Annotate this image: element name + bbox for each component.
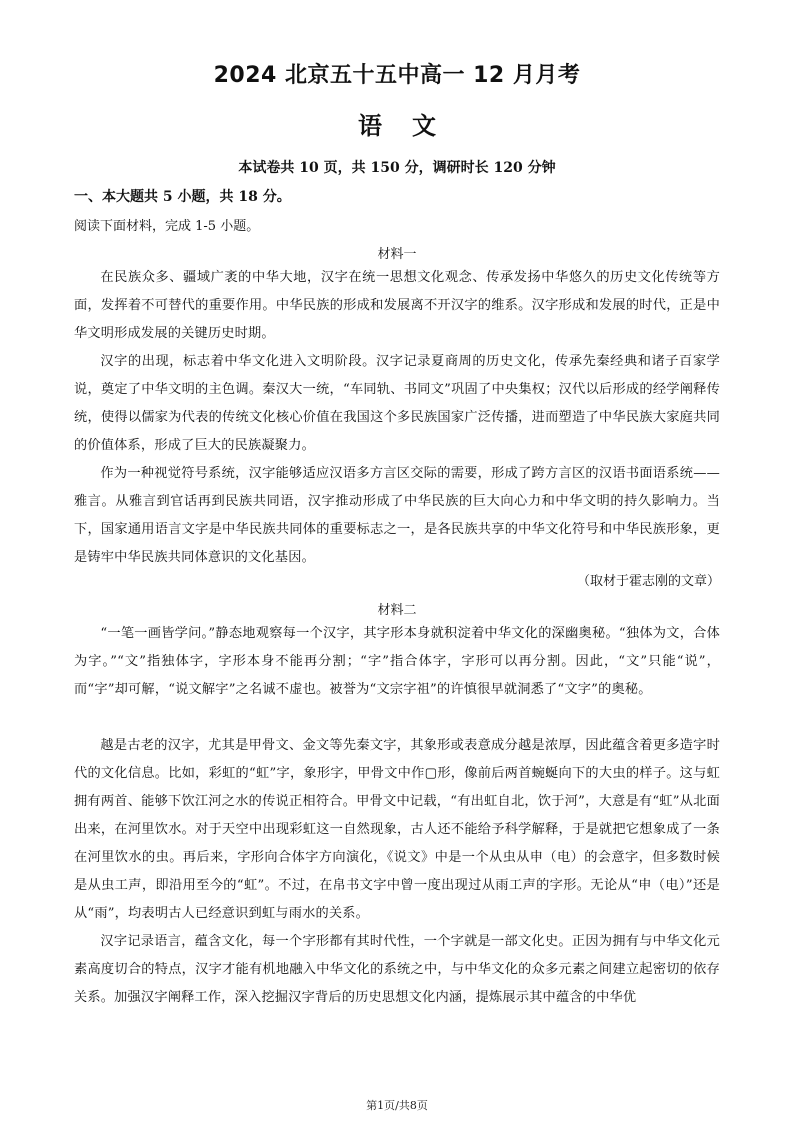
material-2-paragraph: 汉字记录语言，蕴含文化，每一个字形都有其时代性，一个字就是一部文化史。正因为拥有与中华文化元素高度切合的特点，汉字才能有机地融入中华文化的系统之中，与中华文化的众多元素之间建立起密切的依存关系。加强汉字阐释工作，深入挖掘汉字背后的历史思想文化内涵，提炼展示其中蕴含的中华优: [74, 934, 720, 1005]
section-heading: 一、本大题共 5 小题，共 18 分。: [74, 189, 291, 205]
material-1-paragraph: 在民族众多、疆域广袤的中华大地，汉字在统一思想文化观念、传承发扬中华悠久的历史文化传统等方面，发挥着不可替代的重要作用。中华民族的形成和发展离不开汉字的维系。汉字形成和发展的时代，正是中华文明形成发展的关键历史时期。: [74, 270, 720, 341]
material-2-title: 材料二: [377, 603, 417, 618]
page-number: 第1页/共8页: [366, 1099, 428, 1112]
material-1-title: 材料一: [377, 247, 417, 262]
exam-info: 本试卷共 10 页，共 150 分，调研时长 120 分钟: [238, 160, 556, 176]
subject-title: 语文: [358, 112, 466, 140]
reading-instruction: 阅读下面材料，完成 1-5 小题。: [74, 219, 260, 234]
material-1-paragraph: 汉字的出现，标志着中华文化进入文明阶段。汉字记录夏商周的历史文化，传承先秦经典和诸子百家学说，奠定了中华文明的主色调。秦汉大一统，“车同轨、书同文”巩固了中央集权；汉代以后形成的经学阐释传统，使得以儒家为代表的传统文化核心价值在我国这个多民族国家广泛传播，进而塑造了中华民族大家庭共同的价值体系，形成了巨大的民族凝聚力。: [74, 354, 720, 453]
material-1-source: （取材于霍志刚的文章）: [576, 574, 720, 589]
material-2-paragraph: “一笔一画皆学问。”静态地观察每一个汉字，其字形本身就积淀着中华文化的深幽奥秘。“独体为文，合体为字。”“文”指独体字，字形本身不能再分割；“字”指合体字，字形可以再分割。因此，“文”只能“说”，而“字”却可解，“说文解字”之名诚不虚也。被誉为“文宗字祖”的许慎很早就洞悉了“文字”的奥秘。: [74, 626, 720, 697]
material-1-paragraph: 作为一种视觉符号系统，汉字能够适应汉语多方言区交际的需要，形成了跨方言区的汉语书面语系统——雅言。从雅言到官话再到民族共同语，汉字推动形成了中华民族的巨大向心力和中华文明的持久影响力。当下，国家通用语言文字是中华民族共同体的重要标志之一，是各民族共享的中华文化符号和中华民族形象，更是铸牢中华民族共同体意识的文化基因。: [74, 466, 720, 565]
material-2-paragraph: 越是古老的汉字，尤其是甲骨文、金文等先秦文字，其象形或表意成分越是浓厚，因此蕴含着更多造字时代的文化信息。比如，彩虹的“虹”字，象形字，甲骨文中作▢形，像前后两首蜿蜒向下的大虫的样子。这与虹拥有两首、能够下饮江河之水的传说正相符合。甲骨文中记载，“有出虹自北，饮于河”，大意是有“虹”从北面出来，在河里饮水。对于天空中出现彩虹这一自然现象，古人还不能给予科学解释，于是就把它想象成了一条在河里饮水的虫。再后来，字形向合体字方向演化，《说文》中是一个从虫从申（电）的会意字，但多数时候是从虫工声，即沿用至今的“虹”。不过，在帛书文字中曾一度出现过从雨工声的字形。无论从“申（电）”还是从“雨”，均表明古人已经意识到虹与雨水的关系。: [74, 738, 720, 921]
exam-title: 2024 北京五十五中高一 12 月月考: [213, 63, 581, 88]
